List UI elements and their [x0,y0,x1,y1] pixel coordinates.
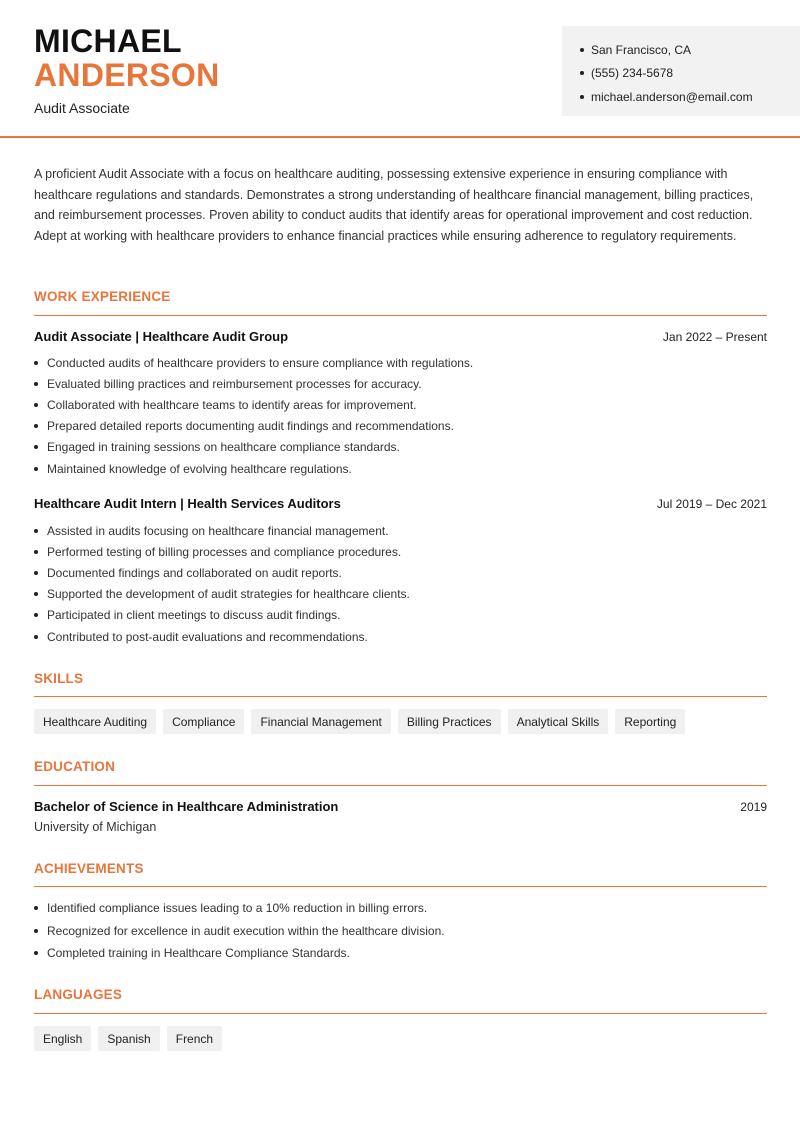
school-name: University of Michigan [34,820,157,834]
list-item: Contributed to post-audit evaluations and recommendations. [34,626,767,647]
section-divider [34,696,767,697]
graduation-year: 2019 [740,799,767,814]
skill-tag: Financial Management [251,709,390,734]
bullet-icon [34,906,38,910]
skills-tags [34,709,685,734]
bullet-icon [34,929,38,933]
bullet-icon [34,445,38,449]
section-title-languages: LANGUAGES [34,987,123,1002]
skill-tag: Reporting [615,709,685,734]
list-item: Performed testing of billing processes and compliance procedures. [34,541,767,562]
bullet-icon [34,361,38,365]
job-role: Healthcare Audit Intern | Health Services Auditors [34,496,341,511]
bullet-icon [580,95,584,99]
job-date: Jul 2019 – Dec 2021 [656,496,767,511]
location-text: San Francisco, CA [591,42,692,57]
bullet-icon [34,529,38,533]
list-item: Completed training in Healthcare Compliance Standards. [34,942,767,965]
list-item: Prepared detailed reports documenting audit findings and recommendations. [34,416,767,437]
list-item: Maintained knowledge of evolving healthcare regulations. [34,458,767,479]
contact-box [562,26,800,116]
contact-location [580,38,800,62]
contact-email[interactable] [580,85,800,109]
contact-phone [580,62,800,86]
section-title-skills: SKILLS [34,671,84,686]
language-tag: English [34,1026,91,1051]
bullet-icon [34,550,38,554]
list-item: Evaluated billing practices and reimbursement processes for accuracy. [34,373,767,394]
section-divider [34,1013,767,1014]
list-item: Identified compliance issues leading to a 10% reduction in billing errors. [34,897,767,920]
bullet-icon [34,467,38,471]
bullet-icon [34,403,38,407]
skill-tag: Compliance [163,709,244,734]
list-item: Assisted in audits focusing on healthcare financial management. [34,520,767,541]
bullet-icon [580,48,584,52]
list-item: Collaborated with healthcare teams to identify areas for improvement. [34,394,767,415]
professional-summary: A proficient Audit Associate with a focus on healthcare auditing, possessing extensive experience in ensuring compliance with healthcare regulations and standards. Demonstrates a strong understanding of healthcare financial management, billing practices, and reimbursement processes. Proven ability to conduct audits that identify areas for operational improvement and cost reduction. Adept at working with healthcare providers to enhance financial practices while ensuring adherence to regulatory requirements. [34,167,754,243]
bullet-icon [34,424,38,428]
job-1-bullets [34,352,767,479]
bullet-icon [34,592,38,596]
list-item: Documented findings and collaborated on audit reports. [34,562,767,583]
section-divider [34,886,767,887]
last-name: ANDERSON [34,57,220,93]
skill-tag: Healthcare Auditing [34,709,156,734]
bullet-icon [580,71,584,75]
education-header [34,799,767,814]
job-2-bullets [34,520,767,647]
job-role: Audit Associate | Healthcare Audit Group [34,329,289,344]
language-tag: French [167,1026,222,1051]
first-name: MICHAEL [34,23,182,59]
bullet-icon [34,571,38,575]
job-header-2 [34,496,767,511]
resume-header [0,0,800,138]
list-item: Recognized for excellence in audit execution within the healthcare division. [34,920,767,943]
list-item: Engaged in training sessions on healthcare compliance standards. [34,437,767,458]
section-divider [34,315,767,316]
degree: Bachelor of Science in Healthcare Administration [34,799,339,814]
job-header-1 [34,329,767,344]
language-tags [34,1026,222,1051]
bullet-icon [34,613,38,617]
bullet-icon [34,382,38,386]
skill-tag: Billing Practices [398,709,501,734]
language-tag: Spanish [98,1026,159,1051]
section-divider [34,785,767,786]
list-item: Supported the development of audit strategies for healthcare clients. [34,584,767,605]
bullet-icon [34,951,38,955]
job-date: Jan 2022 – Present [662,329,767,344]
email-text[interactable]: michael.anderson@email.com [591,89,753,104]
achievements-list [34,897,767,965]
section-title-achievements: ACHIEVEMENTS [34,861,144,876]
skill-tag: Analytical Skills [508,709,609,734]
phone-text: (555) 234-5678 [591,66,674,81]
section-title-work-experience: WORK EXPERIENCE [34,289,171,304]
job-title: Audit Associate [34,100,130,116]
list-item: Conducted audits of healthcare providers to ensure compliance with regulations. [34,352,767,373]
bullet-icon [34,635,38,639]
list-item: Participated in client meetings to discuss audit findings. [34,605,767,626]
section-title-education: EDUCATION [34,759,116,774]
